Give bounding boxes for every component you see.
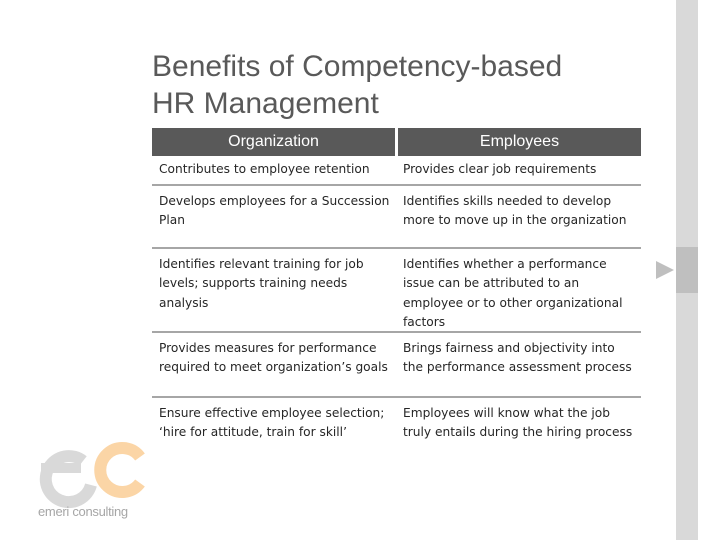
header-organization: Organization	[152, 128, 395, 156]
table-row	[152, 156, 641, 186]
cell-employees: Identifies skills needed to develop more to move up in the organization	[403, 194, 627, 228]
cell-organization: Contributes to employee retention	[159, 162, 370, 176]
cell-organization: Ensure effective employee selection; ‘hire for attitude, train for skill’	[159, 406, 385, 440]
cell-employees: Identifies whether a performance issue can be attributed to an employee or to other organizational factors	[403, 257, 623, 329]
cell-organization: Identifies relevant training for job levels; supports training needs analysis	[159, 257, 364, 310]
table-row	[152, 186, 641, 249]
cell-employees: Employees will know what the job truly entails during the hiring process	[403, 406, 633, 440]
header-employees: Employees	[398, 128, 641, 156]
sidebar-marker	[676, 247, 698, 293]
slide-title-line-2: HR Management	[152, 87, 379, 120]
benefits-table	[152, 128, 641, 470]
logo-e-shape	[46, 456, 91, 502]
logo-text: emeri consulting	[38, 504, 128, 519]
slide-title-line-1: Benefits of Competency-based	[152, 50, 563, 83]
cell-organization: Develops employees for a Succession Plan	[159, 194, 390, 228]
logo-c-shape	[100, 448, 140, 492]
table-header	[152, 128, 641, 156]
play-arrow-icon[interactable]	[656, 261, 674, 279]
table-row	[152, 249, 641, 333]
table-row	[152, 333, 641, 398]
cell-employees: Brings fairness and objectivity into the performance assessment process	[403, 341, 632, 375]
table-row	[152, 398, 641, 470]
slide-title	[152, 48, 632, 122]
cell-employees: Provides clear job requirements	[403, 162, 597, 176]
cell-organization: Provides measures for performance required to meet organization’s goals	[159, 341, 388, 375]
